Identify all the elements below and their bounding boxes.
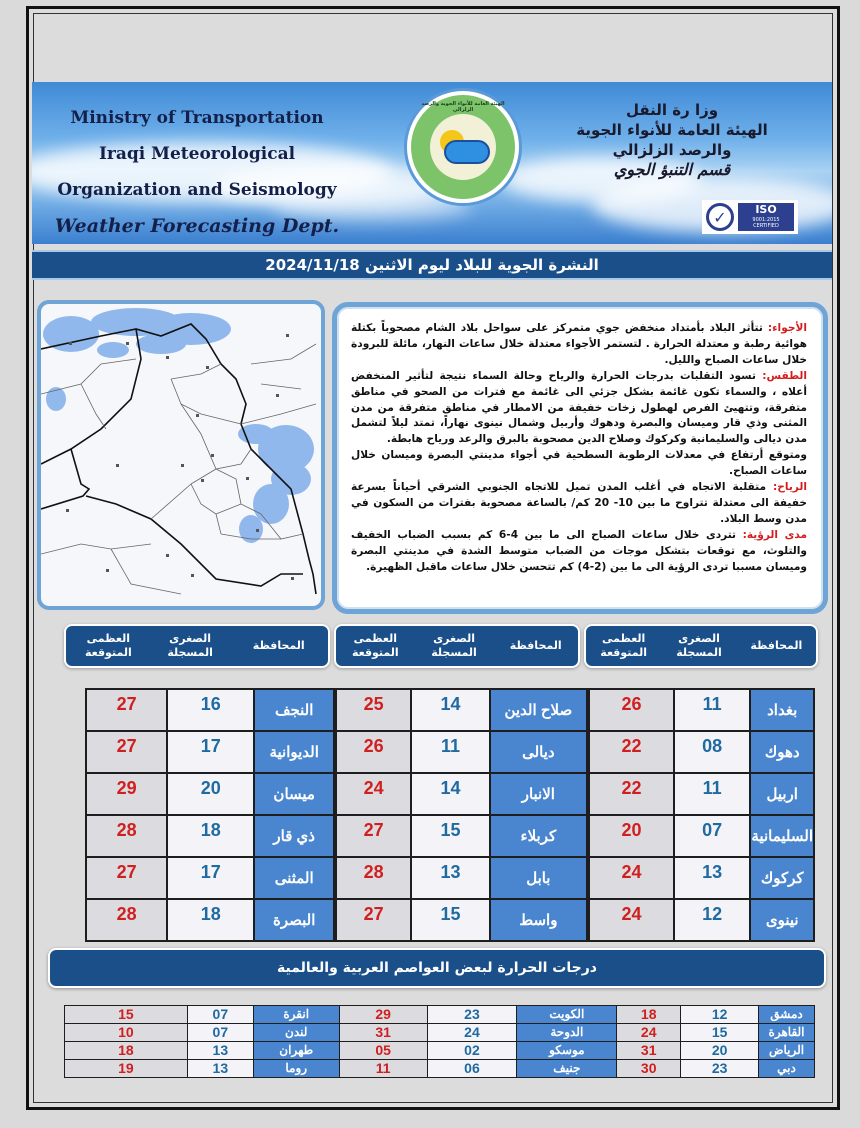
iraq-precipitation-map — [41, 304, 321, 606]
capital-max-temp: 19 — [65, 1060, 188, 1078]
bulletin-title: النشرة الجوية للبلاد ليوم الاثنين 2024/11/18 — [32, 250, 832, 280]
max-temp: 24 — [589, 857, 674, 899]
atmosphere-label: الأجواء: — [767, 322, 807, 334]
province-name: اربيل — [750, 773, 814, 815]
header-max-line2: المتوقعة — [84, 646, 132, 659]
min-temp: 14 — [411, 689, 489, 731]
capitals-table — [64, 1005, 815, 1078]
min-temp: 18 — [167, 899, 254, 941]
org-name-en-line2: Iraqi Meteorological — [98, 144, 296, 164]
province-row — [336, 815, 587, 857]
forecast-weather — [351, 369, 807, 449]
capital-max-temp: 18 — [617, 1006, 681, 1024]
province-name: السليمانية — [750, 815, 814, 857]
province-name: كربلاء — [490, 815, 587, 857]
org-name-english — [32, 100, 362, 244]
province-name: صلاح الدين — [490, 689, 587, 731]
capital-min-temp: 02 — [427, 1042, 517, 1060]
header-min-line1: الصغرى — [678, 632, 720, 645]
weather-text: تسود التقلبات بدرجات الحرارة والرياح وحالة السماء نتيجة لتأثير المنخفض أعلاه ، والسماء تكون غائمة بشكل جزئي الى غائمة مع فترات من الصحو في مناطق متفرقة، وتتهيئ الفرص لهطول زخات خفيفة من الامطار في مناطق متفرقة من مدن المثنى وذي قار وميسان والبصرة ودهوك وأربيل وشمال نينوى نهاراً، تمتد ليلاً لتشمل مدن ديالى والسليمانية وكركوك وصلاح الدين مصحوبة بالبرق والرعد ورياح هابطة. — [351, 369, 807, 446]
province-name: بغداد — [750, 689, 814, 731]
org-name-arabic — [542, 100, 802, 180]
forecast-text-panel — [332, 302, 828, 614]
min-temp: 11 — [411, 731, 489, 773]
capital-min-temp: 07 — [187, 1024, 253, 1042]
max-temp: 29 — [86, 773, 167, 815]
province-row — [589, 815, 814, 857]
min-temp: 14 — [411, 773, 489, 815]
capital-min-temp: 13 — [187, 1060, 253, 1078]
min-temp: 15 — [411, 815, 489, 857]
header-max — [586, 632, 661, 660]
checkmark-icon: ✓ — [706, 203, 734, 231]
iso-certified: CERTIFIED — [753, 223, 779, 229]
weather-map — [37, 300, 325, 610]
header-banner — [32, 82, 832, 244]
province-table-right — [588, 688, 815, 942]
capital-name: الكويت — [517, 1006, 617, 1024]
capital-min-temp: 23 — [427, 1006, 517, 1024]
province-row — [589, 857, 814, 899]
province-row — [86, 857, 334, 899]
capital-max-temp: 11 — [339, 1060, 427, 1078]
capitals-row — [65, 1042, 815, 1060]
visibility-text: تتردى خلال ساعات الصباح الى ما بين 4-6 كم بسبب الضباب الخفيف والتلوث، مع توقعات بتشكل موجات من الضباب متوسط الشدة في مدينتي البصرة وميسان مسببا تردى الرؤية الى ما بين (2-4) كم تتحسن خلال ساعات ماقبل الظهيرة. — [351, 528, 807, 573]
capital-min-temp: 13 — [187, 1042, 253, 1060]
capitals-row — [65, 1006, 815, 1024]
capital-max-temp: 29 — [339, 1006, 427, 1024]
province-name: المثنى — [254, 857, 334, 899]
table-header-right — [584, 624, 818, 668]
capitals-row — [65, 1060, 815, 1078]
capital-name: القاهرة — [759, 1024, 815, 1042]
capital-max-temp: 15 — [65, 1006, 188, 1024]
province-row — [589, 689, 814, 731]
forecast-visibility — [351, 528, 807, 576]
max-temp: 22 — [589, 773, 674, 815]
header-max-line2: المتوقعة — [600, 646, 648, 659]
capital-name: الرياض — [759, 1042, 815, 1060]
header-min — [415, 632, 494, 660]
capitals-section-title: درجات الحرارة لبعض العواصم العربية والعالمية — [48, 948, 826, 988]
capital-min-temp: 15 — [681, 1024, 759, 1042]
province-row — [86, 689, 334, 731]
min-temp: 13 — [411, 857, 489, 899]
header-province: المحافظة — [750, 639, 803, 652]
capital-name: انقرة — [253, 1006, 339, 1024]
min-temp: 07 — [674, 815, 750, 857]
header-min-line1: الصغرى — [433, 632, 475, 645]
iso-certified-badge — [702, 200, 798, 234]
capital-min-temp: 07 — [187, 1006, 253, 1024]
province-name: الانبار — [490, 773, 587, 815]
capital-min-temp: 24 — [427, 1024, 517, 1042]
max-temp: 27 — [86, 689, 167, 731]
max-temp: 22 — [589, 731, 674, 773]
max-temp: 27 — [86, 857, 167, 899]
weather-label: الطقس: — [762, 369, 807, 382]
logo-text: الهيئة العامة للأنواء الجوية والرصد الزلزالي — [421, 101, 505, 113]
capital-max-temp: 30 — [617, 1060, 681, 1078]
table-header-left — [64, 624, 330, 668]
forecast-atmosphere — [351, 321, 807, 369]
capital-min-temp: 06 — [427, 1060, 517, 1078]
capital-max-temp: 24 — [617, 1024, 681, 1042]
capital-min-temp: 12 — [681, 1006, 759, 1024]
min-temp: 11 — [674, 773, 750, 815]
iso-title: ISO — [755, 203, 777, 216]
min-temp: 13 — [674, 857, 750, 899]
table-header-middle — [334, 624, 580, 668]
ministry-name-en: Ministry of Transportation — [70, 108, 324, 128]
forecast-humidity: ومتوقع أرتفاع في معدلات الرطوبة السطحية في أجواء مدينتي البصرة وميسان خلال ساعات الصباح. — [351, 449, 807, 478]
header-max-line2: المتوقعة — [351, 646, 399, 659]
organization-logo — [404, 88, 522, 206]
min-temp: 17 — [167, 857, 254, 899]
province-row — [86, 731, 334, 773]
header-max — [66, 632, 151, 660]
dept-name-ar: قسم التنبؤ الجوي — [613, 160, 731, 179]
max-temp: 25 — [336, 689, 411, 731]
header-min — [661, 632, 736, 660]
max-temp: 26 — [336, 731, 411, 773]
capitals-row — [65, 1024, 815, 1042]
capital-max-temp: 10 — [65, 1024, 188, 1042]
ministry-name-ar: وزا رة النقل — [625, 101, 719, 119]
capital-name: دبي — [759, 1060, 815, 1078]
capital-name: طهران — [253, 1042, 339, 1060]
max-temp: 28 — [86, 815, 167, 857]
capital-max-temp: 31 — [339, 1024, 427, 1042]
province-table-left — [85, 688, 335, 942]
min-temp: 08 — [674, 731, 750, 773]
iso-standard: 9001:2015 — [752, 217, 780, 223]
capital-name: موسكو — [517, 1042, 617, 1060]
capital-max-temp: 18 — [65, 1042, 188, 1060]
capital-name: دمشق — [759, 1006, 815, 1024]
province-row — [336, 857, 587, 899]
max-temp: 28 — [336, 857, 411, 899]
min-temp: 16 — [167, 689, 254, 731]
province-name: كركوك — [750, 857, 814, 899]
header-province: المحافظة — [509, 639, 562, 652]
province-row — [86, 773, 334, 815]
province-row — [336, 689, 587, 731]
header-min-line2: المسجلة — [676, 646, 722, 659]
min-temp: 11 — [674, 689, 750, 731]
cloud-icon — [444, 140, 490, 164]
min-temp: 15 — [411, 899, 489, 941]
province-name: بابل — [490, 857, 587, 899]
province-name: الديوانية — [254, 731, 334, 773]
org-name-ar-line2: الهيئة العامة للأنواء الجوية — [576, 121, 768, 139]
province-name: البصرة — [254, 899, 334, 941]
min-temp: 20 — [167, 773, 254, 815]
capital-max-temp: 05 — [339, 1042, 427, 1060]
visibility-label: مدى الرؤية: — [742, 528, 808, 541]
org-name-ar-line3: والرصد الزلزالي — [612, 141, 732, 159]
province-name: ذي قار — [254, 815, 334, 857]
province-row — [336, 731, 587, 773]
wind-label: الرياح: — [772, 481, 807, 494]
max-temp: 20 — [589, 815, 674, 857]
dept-name-en: Weather Forecasting Dept. — [54, 215, 340, 237]
wind-text: متقلبة الاتجاه في أغلب المدن تميل للاتجاه الجنوبي الشرقي أحياناً بسرعة خفيفة الى معتدلة تتراوح ما بين 10- 20 كم/ بالساعة مصحوبة بفترات من السكون في مدن وسط البلاد. — [351, 481, 808, 525]
province-name: نينوى — [750, 899, 814, 941]
header-max-line1: العظمى — [86, 632, 131, 645]
header-max — [336, 632, 415, 660]
capital-name: روما — [253, 1060, 339, 1078]
province-name: ميسان — [254, 773, 334, 815]
province-row — [86, 815, 334, 857]
header-min-line2: المسجلة — [431, 646, 477, 659]
province-name: دهوك — [750, 731, 814, 773]
header-province: المحافظة — [252, 639, 305, 652]
province-table-middle — [335, 688, 588, 942]
province-name: واسط — [490, 899, 587, 941]
max-temp: 27 — [336, 815, 411, 857]
org-name-en-line3: Organization and Seismology — [57, 180, 337, 200]
province-name: النجف — [254, 689, 334, 731]
max-temp: 28 — [86, 899, 167, 941]
max-temp: 27 — [86, 731, 167, 773]
max-temp: 27 — [336, 899, 411, 941]
forecast-wind — [351, 480, 807, 528]
capital-name: جنيف — [517, 1060, 617, 1078]
min-temp: 17 — [167, 731, 254, 773]
province-name: ديالى — [490, 731, 587, 773]
max-temp: 24 — [589, 899, 674, 941]
capital-min-temp: 23 — [681, 1060, 759, 1078]
province-row — [589, 773, 814, 815]
province-row — [86, 899, 334, 941]
province-row — [589, 731, 814, 773]
capital-name: لندن — [253, 1024, 339, 1042]
min-temp: 12 — [674, 899, 750, 941]
province-row — [336, 773, 587, 815]
atmosphere-text: تتأثر البلاد بأمتداد منخفض جوي متمركز على سواحل بلاد الشام مصحوباً بكتلة هوائية رطبة و معتدلة الحرارة . لتستمر الأجواء معتدلة خلال ساعات النهار، مائلة للبرودة خلال ساعات الصباح والليل. — [351, 322, 807, 366]
province-row — [336, 899, 587, 941]
header-min-line1: الصغرى — [169, 632, 212, 645]
header-min — [151, 632, 230, 660]
header-max-line1: العظمى — [602, 632, 646, 645]
header-max-line1: العظمى — [353, 632, 397, 645]
rain-areas — [43, 308, 314, 543]
header-min-line2: المسجلة — [167, 646, 213, 659]
max-temp: 26 — [589, 689, 674, 731]
max-temp: 24 — [336, 773, 411, 815]
capital-min-temp: 20 — [681, 1042, 759, 1060]
min-temp: 18 — [167, 815, 254, 857]
capital-max-temp: 31 — [617, 1042, 681, 1060]
capital-name: الدوحة — [517, 1024, 617, 1042]
province-row — [589, 899, 814, 941]
